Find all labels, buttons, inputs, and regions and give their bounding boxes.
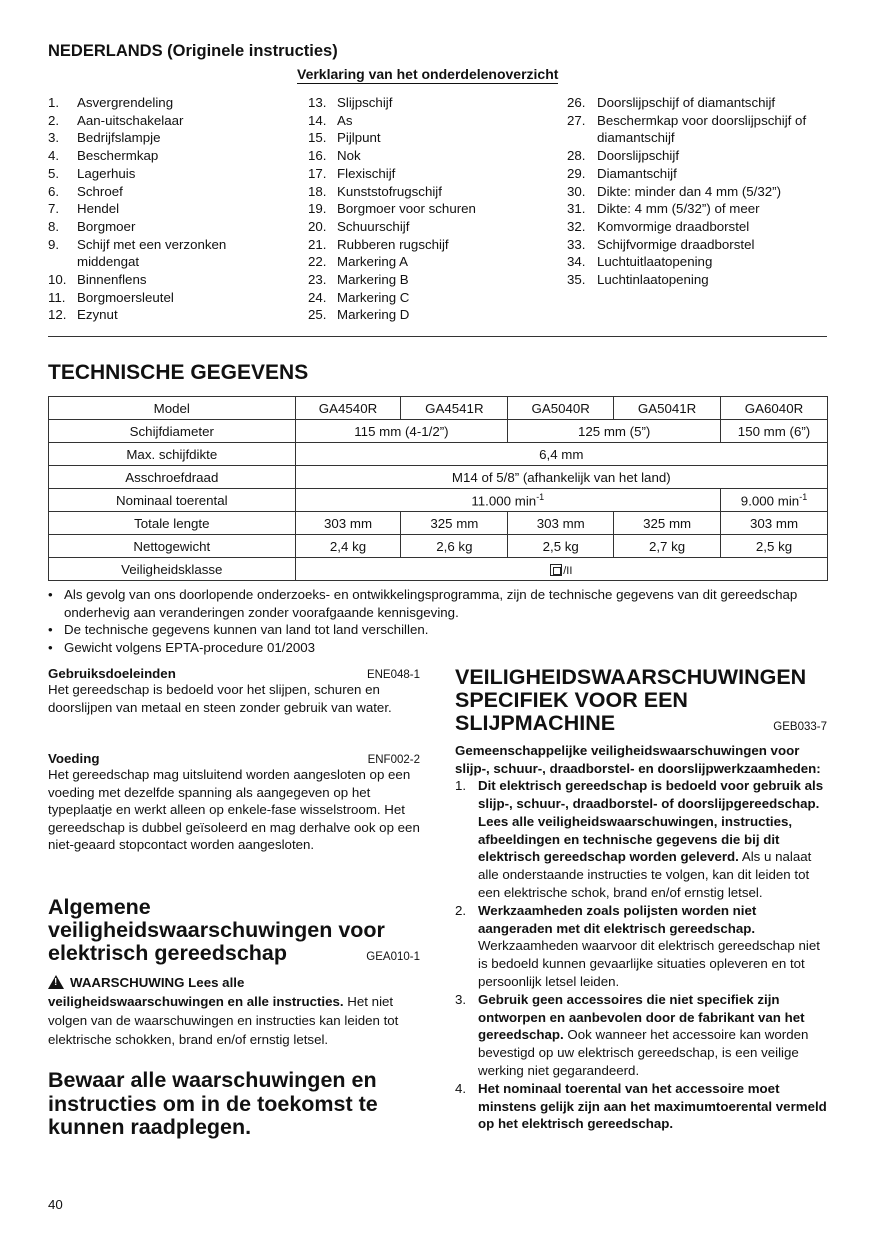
row-label: Max. schijfdikte <box>49 443 296 466</box>
speed-cell <box>295 489 720 512</box>
list-item <box>567 112 829 147</box>
part-label: Beschermkap <box>77 148 159 164</box>
row-label: Model <box>49 397 296 420</box>
part-label: Aan-uitschakelaar <box>77 112 184 128</box>
part-label: Lagerhuis <box>77 165 136 181</box>
list-item <box>567 165 829 183</box>
warning-bold: veiligheidswaarschuwingen en alle instructies. <box>48 994 344 1009</box>
part-label: Pijlpunt <box>337 130 381 146</box>
list-item <box>567 200 829 218</box>
part-label: Diamantschijf <box>597 165 677 181</box>
item-text: Ook wanneer het accessoire kan worden bevestigd op uw elektrisch gereedschap, is een veilige werking niet gegarandeerd. <box>478 1027 809 1078</box>
model-cell: GA5040R <box>508 397 614 420</box>
list-item <box>308 112 538 130</box>
list-item <box>48 147 258 165</box>
part-number: 27. <box>567 112 586 128</box>
list-item <box>308 289 538 307</box>
list-item <box>48 112 258 130</box>
part-number: 16. <box>308 148 327 164</box>
table-row <box>49 420 828 443</box>
part-label: Luchtinlaatopening <box>597 272 709 288</box>
item-body <box>478 1080 827 1133</box>
part-number: 6. <box>48 183 60 199</box>
intended-use-section <box>48 666 420 716</box>
weight-cell: 2,6 kg <box>401 535 508 558</box>
length-cell: 325 mm <box>614 512 721 535</box>
section-heading: elektrisch gereedschap <box>48 941 288 965</box>
list-item <box>48 218 258 236</box>
list-item: • Als gevolg van ons doorlopende onderzoeks- en ontwikkelingsprogramma, zijn de technische gegevens van dit gereedschap onderhevig aan veranderingen zonder voorafgaande kennisgeving. <box>48 586 828 621</box>
item-text: Als u nalaat alle onderstaande instructies te volgen, kan dit leiden tot een elektrische schok, brand en/of ernstig letsel. <box>478 849 812 900</box>
list-item <box>308 306 538 324</box>
item-number: 2. <box>455 902 467 918</box>
safety-class-value: /II <box>563 564 573 577</box>
part-number: 28. <box>567 148 586 164</box>
table-row <box>49 512 828 535</box>
part-number: 25. <box>308 307 327 323</box>
model-cell: GA4540R <box>295 397 401 420</box>
list-item <box>567 94 829 112</box>
thread-cell: M14 of 5/8” (afhankelijk van het land) <box>295 466 827 489</box>
weight-cell: 2,5 kg <box>721 535 828 558</box>
note-text: Als gevolg van ons doorlopende onderzoeks- en ontwikkelingsprogramma, zijn de technische gegevens van dit gereedschap onderhevig aan veranderingen zonder voorafgaande kennisgeving. <box>64 587 798 620</box>
list-item <box>308 218 538 236</box>
model-cell: GA4541R <box>401 397 508 420</box>
list-item <box>48 289 258 307</box>
part-number: 19. <box>308 201 327 217</box>
list-item <box>567 218 829 236</box>
part-number: 23. <box>308 272 327 288</box>
part-number: 10. <box>48 272 67 288</box>
part-label: Binnenflens <box>77 272 147 288</box>
part-number: 13. <box>308 95 327 110</box>
list-item <box>455 902 827 991</box>
section-text: Het gereedschap mag uitsluitend worden aangesloten op een voeding met dezelfde spanning als aangegeven op het typeplaatje en werkt alleen op enkele-fase wisselstroom. Het gereedschap is dubbel geïsoleerd en mag derhalve ook op een niet-geaard stopcontact worden aangesloten. <box>48 767 420 853</box>
part-label: Flexischijf <box>337 165 396 181</box>
item-body <box>478 902 827 991</box>
part-label: Luchtuitlaatopening <box>597 254 713 270</box>
list-item <box>455 991 827 1080</box>
specs-table <box>48 396 828 581</box>
list-item <box>567 236 829 254</box>
list-item <box>48 165 258 183</box>
table-row <box>49 489 828 512</box>
list-item <box>48 306 258 324</box>
part-number: 12. <box>48 307 67 323</box>
part-label: Nok <box>337 148 361 164</box>
grinder-warnings-list <box>455 777 827 1133</box>
warning-icon <box>48 975 64 989</box>
item-text: Werkzaamheden waarvoor dit elektrisch gereedschap niet is bedoeld kunnen gevaarlijke situaties opleveren en tot persoonlijk letsel leiden. <box>478 938 820 989</box>
part-label: Schijfvormige draadborstel <box>597 236 755 252</box>
section-heading: VEILIGHEIDSWAARSCHUWINGEN <box>455 665 807 689</box>
part-label: Borgmoer <box>77 218 136 234</box>
length-cell: 325 mm <box>401 512 508 535</box>
part-number: 22. <box>308 254 327 270</box>
grinder-intro: Gemeenschappelijke veiligheidswaarschuwingen voor slijp-, schuur-, draadborstel- en doorslijpwerkzaamheden: <box>455 743 821 776</box>
part-number: 18. <box>308 183 327 199</box>
section-heading: veiligheidswaarschuwingen voor <box>48 918 385 942</box>
item-bold-text: Het nominaal toerental van het accessoire moet minstens gelijk zijn aan het maximumtoerental vermeld op het elektrisch gereedschap. <box>478 1080 827 1132</box>
part-number: 9. <box>48 236 60 252</box>
list-item <box>308 200 538 218</box>
item-bold-text: Gebruik geen accessoires die niet specifiek zijn ontworpen en aanbevolen door de fabrikant van het gereedschap. <box>478 991 805 1043</box>
part-label: Ezynut <box>77 307 118 323</box>
section-code: GEB033-7 <box>773 721 827 733</box>
part-label: Slijpschijf <box>337 95 393 110</box>
table-row <box>49 558 828 581</box>
part-number: 7. <box>48 201 60 217</box>
part-number: 34. <box>567 254 586 270</box>
part-label: Schuurschijf <box>337 218 410 234</box>
part-label: Schijf met een verzonken middengat <box>77 236 227 270</box>
section-code: ENE048-1 <box>366 669 420 681</box>
tech-specs-title: TECHNISCHE GEGEVENS <box>48 361 309 384</box>
diameter-cell: 150 mm (6”) <box>721 420 828 443</box>
table-row <box>49 397 828 420</box>
part-number: 32. <box>567 218 586 234</box>
part-number: 4. <box>48 148 60 164</box>
list-item <box>48 271 258 289</box>
part-number: 35. <box>567 272 586 288</box>
list-item <box>567 253 829 271</box>
item-bold-text: Werkzaamheden zoals polijsten worden niet aangeraden met dit elektrisch gereedschap. <box>478 902 757 936</box>
part-label: Schroef <box>77 183 123 199</box>
thickness-cell: 6,4 mm <box>295 443 827 466</box>
part-label: Borgmoersleutel <box>77 289 174 305</box>
part-label: Rubberen rugschijf <box>337 236 449 252</box>
part-label: Beschermkap voor doorslijpschijf of diamantschijf <box>597 112 807 146</box>
section-code: ENF002-2 <box>367 754 420 766</box>
part-number: 8. <box>48 218 60 234</box>
speed-value: 11.000 min <box>471 493 537 509</box>
model-cell: GA5041R <box>614 397 721 420</box>
diameter-cell: 115 mm (4-1/2”) <box>295 420 508 443</box>
speed-value: 9.000 min <box>740 493 800 509</box>
section-heading: Voeding <box>48 751 100 766</box>
weight-cell: 2,4 kg <box>295 535 401 558</box>
general-safety-section <box>48 896 420 1049</box>
part-label: Doorslijpschijf of diamantschijf <box>597 95 776 110</box>
power-supply-section <box>48 751 420 854</box>
language-title: NEDERLANDS (Originele instructies) <box>48 42 338 60</box>
section-code: GEA010-1 <box>366 951 420 963</box>
section-heading: Algemene <box>48 895 151 919</box>
length-cell: 303 mm <box>721 512 828 535</box>
part-label: Markering C <box>337 289 410 305</box>
part-label: Asvergrendeling <box>77 95 174 110</box>
part-number: 1. <box>48 95 60 110</box>
item-body <box>478 777 827 902</box>
section-divider <box>48 336 827 337</box>
part-label: As <box>337 112 353 128</box>
part-number: 2. <box>48 112 60 128</box>
part-number: 33. <box>567 236 586 252</box>
tech-notes <box>48 586 828 656</box>
part-label: Markering A <box>337 254 408 270</box>
item-bold-text: Dit elektrisch gereedschap is bedoeld voor gebruik als slijp-, schuur-, draadborstel- of doorslijpgereedschap. Lees alle veiligheidswaarschuwingen, instructies, afbeeldingen en technische gegevens die bij dit elektrisch gereedschap worden geleverd. <box>478 778 824 865</box>
section-heading: SPECIFIEK VOOR EEN <box>455 688 688 712</box>
item-number: 1. <box>455 778 467 794</box>
list-item <box>48 183 258 201</box>
warning-paragraph <box>48 973 420 1049</box>
list-item <box>567 147 829 165</box>
part-number: 5. <box>48 165 60 181</box>
section-text: Het gereedschap is bedoeld voor het slijpen, schuren en doorslijpen van metaal en steen zonder gebruik van water. <box>48 682 392 715</box>
list-item <box>308 165 538 183</box>
list-item <box>48 200 258 218</box>
model-cell: GA6040R <box>721 397 828 420</box>
weight-cell: 2,7 kg <box>614 535 721 558</box>
part-number: 20. <box>308 218 327 234</box>
part-label: Hendel <box>77 201 120 217</box>
item-number: 4. <box>455 1080 467 1096</box>
part-number: 14. <box>308 112 327 128</box>
double-insulation-icon <box>550 564 562 576</box>
list-item <box>308 183 538 201</box>
list-item <box>308 129 538 147</box>
row-label: Totale lengte <box>49 512 296 535</box>
part-label: Markering D <box>337 307 410 323</box>
list-item <box>308 94 538 112</box>
item-number: 3. <box>455 991 467 1007</box>
row-label: Asschroefdraad <box>49 466 296 489</box>
row-label: Nettogewicht <box>49 535 296 558</box>
part-number: 11. <box>48 289 66 305</box>
part-number: 26. <box>567 95 586 110</box>
table-row <box>49 466 828 489</box>
row-label: Schijfdiameter <box>49 420 296 443</box>
warning-bold: WAARSCHUWING Lees alle <box>70 975 245 990</box>
list-item <box>48 129 258 147</box>
list-item <box>567 183 829 201</box>
speed-unit-exponent: -1 <box>799 491 808 502</box>
part-number: 31. <box>567 201 586 217</box>
part-label: Doorslijpschijf <box>597 148 680 164</box>
part-label: Komvormige draadborstel <box>597 218 750 234</box>
part-number: 21. <box>308 236 327 252</box>
safety-class-cell <box>295 558 827 581</box>
page-number: 40 <box>48 1197 63 1212</box>
row-label: Veiligheidsklasse <box>49 558 296 581</box>
parts-legend-title: Verklaring van het onderdelenoverzicht <box>297 66 559 82</box>
part-number: 29. <box>567 165 586 181</box>
part-label: Dikte: 4 mm (5/32”) of meer <box>597 201 760 217</box>
part-number: 3. <box>48 130 60 146</box>
note-text: De technische gegevens kunnen van land tot land verschillen. <box>64 622 429 637</box>
list-item <box>308 147 538 165</box>
list-item <box>308 236 538 254</box>
part-number: 17. <box>308 165 327 181</box>
length-cell: 303 mm <box>508 512 614 535</box>
part-label: Markering B <box>337 272 409 288</box>
part-label: Kunststofrugschijf <box>337 183 442 199</box>
list-item <box>48 94 258 112</box>
list-item <box>455 777 827 902</box>
list-item: • Gewicht volgens EPTA-procedure 01/2003 <box>48 639 316 655</box>
note-text: Gewicht volgens EPTA-procedure 01/2003 <box>64 639 316 655</box>
weight-cell: 2,5 kg <box>508 535 614 558</box>
section-heading: Gebruiksdoeleinden <box>48 666 176 681</box>
section-heading: SLIJPMACHINE <box>455 711 616 735</box>
speed-cell <box>721 489 828 512</box>
list-item: • De technische gegevens kunnen van land tot land verschillen. <box>48 622 429 637</box>
warning-text: Het niet volgen van de waarschuwingen en instructies kan leiden tot elektrische schokken, brand en/of ernstig letsel. <box>48 994 399 1047</box>
part-number: 30. <box>567 183 586 199</box>
row-label: Nominaal toerental <box>49 489 296 512</box>
list-item <box>48 236 258 271</box>
grinder-safety-section <box>455 666 827 1133</box>
parts-list-column-2 <box>308 94 538 324</box>
list-item <box>308 271 538 289</box>
table-row <box>49 535 828 558</box>
parts-list-column-1 <box>48 94 258 324</box>
diameter-cell: 125 mm (5”) <box>508 420 721 443</box>
item-body <box>478 991 827 1080</box>
list-item <box>308 253 538 271</box>
part-number: 15. <box>308 130 327 146</box>
list-item <box>455 1080 827 1133</box>
part-label: Bedrijfslampje <box>77 130 161 146</box>
list-item <box>567 271 829 289</box>
table-row <box>49 443 828 466</box>
length-cell: 303 mm <box>295 512 401 535</box>
parts-list-column-3 <box>567 94 829 289</box>
part-label: Borgmoer voor schuren <box>337 201 476 217</box>
keep-instructions-heading: Bewaar alle waarschuwingen en instructies om in de toekomst te kunnen raadplegen. <box>48 1068 378 1139</box>
speed-unit-exponent: -1 <box>536 491 545 502</box>
part-label: Dikte: minder dan 4 mm (5/32”) <box>597 183 782 199</box>
part-number: 24. <box>308 289 327 305</box>
